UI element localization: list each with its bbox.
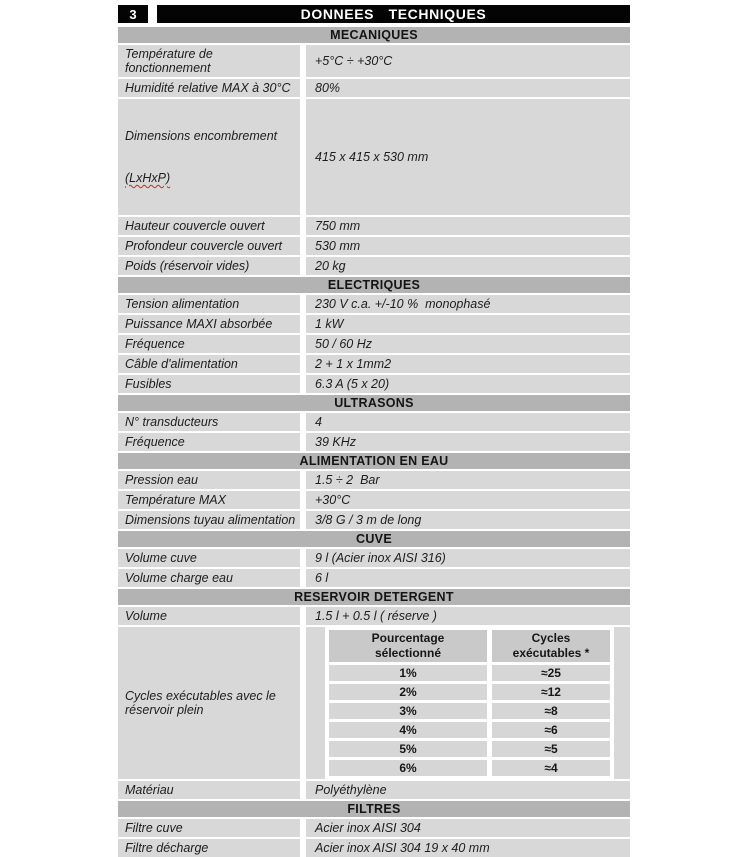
table-row [118, 433, 630, 451]
percentage-cell: 3% [329, 703, 487, 719]
table-row [118, 99, 630, 215]
table-row [118, 607, 630, 625]
table-row [118, 257, 630, 275]
row-value: 3/8 G / 3 m de long [306, 511, 630, 529]
section-header-electriques: ELECTRIQUES [118, 277, 630, 293]
table-row [118, 237, 630, 255]
section-header-alimentation-en-eau: ALIMENTATION EN EAU [118, 453, 630, 469]
row-label: Poids (réservoir vides) [118, 257, 300, 275]
percentage-cell: 5% [329, 741, 487, 757]
cycles-cell: ≈8 [492, 703, 610, 719]
row-label: Câble d'alimentation [118, 355, 300, 373]
row-value: 39 KHz [306, 433, 630, 451]
column-header-percentage [329, 630, 487, 662]
row-label: Filtre cuve [118, 819, 300, 837]
row-value: 1.5 ÷ 2 Bar [306, 471, 630, 489]
section-header-mecaniques: MECANIQUES [118, 27, 630, 43]
row-label: Volume cuve [118, 549, 300, 567]
table-row [118, 839, 630, 857]
column-header-line1: Cycles [531, 631, 571, 645]
table-row [118, 471, 630, 489]
row-label-line1: Dimensions encombrement [125, 129, 278, 143]
cycles-table-header-row [329, 630, 610, 662]
row-label: Filtre décharge [118, 839, 300, 857]
table-row [118, 315, 630, 333]
row-label-lines [125, 101, 277, 213]
row-label: Humidité relative MAX à 30°C [118, 79, 300, 97]
row-label: Volume [118, 607, 300, 625]
gray-strip-right [614, 627, 630, 779]
row-label: Volume charge eau [118, 569, 300, 587]
cycles-data-row [329, 703, 610, 719]
technical-data-table [118, 5, 630, 857]
row-value: 20 kg [306, 257, 630, 275]
percentage-cell: 1% [329, 665, 487, 681]
row-value: Acier inox AISI 304 [306, 819, 630, 837]
table-row [118, 217, 630, 235]
cycles-data-row [329, 760, 610, 776]
row-value: 50 / 60 Hz [306, 335, 630, 353]
row-value: 4 [306, 413, 630, 431]
row-value: 2 + 1 x 1mm2 [306, 355, 630, 373]
row-value: 6.3 A (5 x 20) [306, 375, 630, 393]
row-value: 415 x 415 x 530 mm [306, 99, 630, 215]
row-label: Température MAX [118, 491, 300, 509]
row-label: Fréquence [118, 335, 300, 353]
row-value: 6 l [306, 569, 630, 587]
row-value: 750 mm [306, 217, 630, 235]
cycles-cell: ≈6 [492, 722, 610, 738]
section-header-ultrasons: ULTRASONS [118, 395, 630, 411]
row-label: Matériau [118, 781, 300, 799]
table-row [118, 491, 630, 509]
row-value: 1 kW [306, 315, 630, 333]
row-label: Fréquence [118, 433, 300, 451]
row-value: 80% [306, 79, 630, 97]
table-row [118, 511, 630, 529]
table-row [118, 819, 630, 837]
row-value: 9 l (Acier inox AISI 316) [306, 549, 630, 567]
row-value: 1.5 l + 0.5 l ( réserve ) [306, 607, 630, 625]
row-value: 230 V c.a. +/-10 % monophasé [306, 295, 630, 313]
percentage-cell: 4% [329, 722, 487, 738]
row-label: Hauteur couvercle ouvert [118, 217, 300, 235]
row-value: +30°C [306, 491, 630, 509]
row-label: Profondeur couvercle ouvert [118, 237, 300, 255]
chapter-number-badge: 3 [118, 5, 148, 23]
table-row [118, 295, 630, 313]
table-row [118, 45, 630, 77]
row-value: Acier inox AISI 304 19 x 40 mm [306, 839, 630, 857]
cycles-data-row [329, 741, 610, 757]
cycles-data-row [329, 665, 610, 681]
row-label: Puissance MAXI absorbée [118, 315, 300, 333]
gray-strip-left [306, 627, 325, 779]
cycles-cell: ≈4 [492, 760, 610, 776]
section-header-filtres: FILTRES [118, 801, 630, 817]
column-header-line1: Pourcentage [371, 631, 445, 645]
row-label: N° transducteurs [118, 413, 300, 431]
page-title: DONNEES TECHNIQUES [157, 5, 630, 23]
cycles-data-row [329, 722, 610, 738]
cycles-inner-table [329, 627, 610, 779]
row-label-line2: (LxHxP) [125, 171, 171, 185]
cycles-cell: ≈25 [492, 665, 610, 681]
row-label: Pression eau [118, 471, 300, 489]
column-header-line2: sélectionné [374, 646, 442, 660]
table-row [118, 79, 630, 97]
table-row [118, 355, 630, 373]
column-header-cycles [492, 630, 610, 662]
table-row [118, 335, 630, 353]
cycles-cell: ≈12 [492, 684, 610, 700]
row-value: Polyéthylène [306, 781, 630, 799]
table-row [118, 781, 630, 799]
section-header-reservoir-detergent: RESERVOIR DETERGENT [118, 589, 630, 605]
cycles-cell: ≈5 [492, 741, 610, 757]
row-label: Fusibles [118, 375, 300, 393]
page-header [118, 5, 630, 23]
row-label: Tension alimentation [118, 295, 300, 313]
cycles-table-row [118, 627, 630, 779]
table-row [118, 375, 630, 393]
percentage-cell: 6% [329, 760, 487, 776]
row-value: +5°C ÷ +30°C [306, 45, 630, 77]
cycles-table-value-cell [306, 627, 630, 779]
table-row [118, 549, 630, 567]
section-header-cuve: CUVE [118, 531, 630, 547]
cycles-data-row [329, 684, 610, 700]
row-label: Dimensions tuyau alimentation [118, 511, 300, 529]
percentage-cell: 2% [329, 684, 487, 700]
row-value: 530 mm [306, 237, 630, 255]
row-label: Température de fonctionnement [118, 45, 300, 77]
table-row [118, 413, 630, 431]
row-label [118, 99, 300, 215]
column-header-line2: exécutables * [512, 646, 590, 660]
row-label: Cycles exécutables avec le réservoir plein [118, 627, 300, 779]
table-row [118, 569, 630, 587]
